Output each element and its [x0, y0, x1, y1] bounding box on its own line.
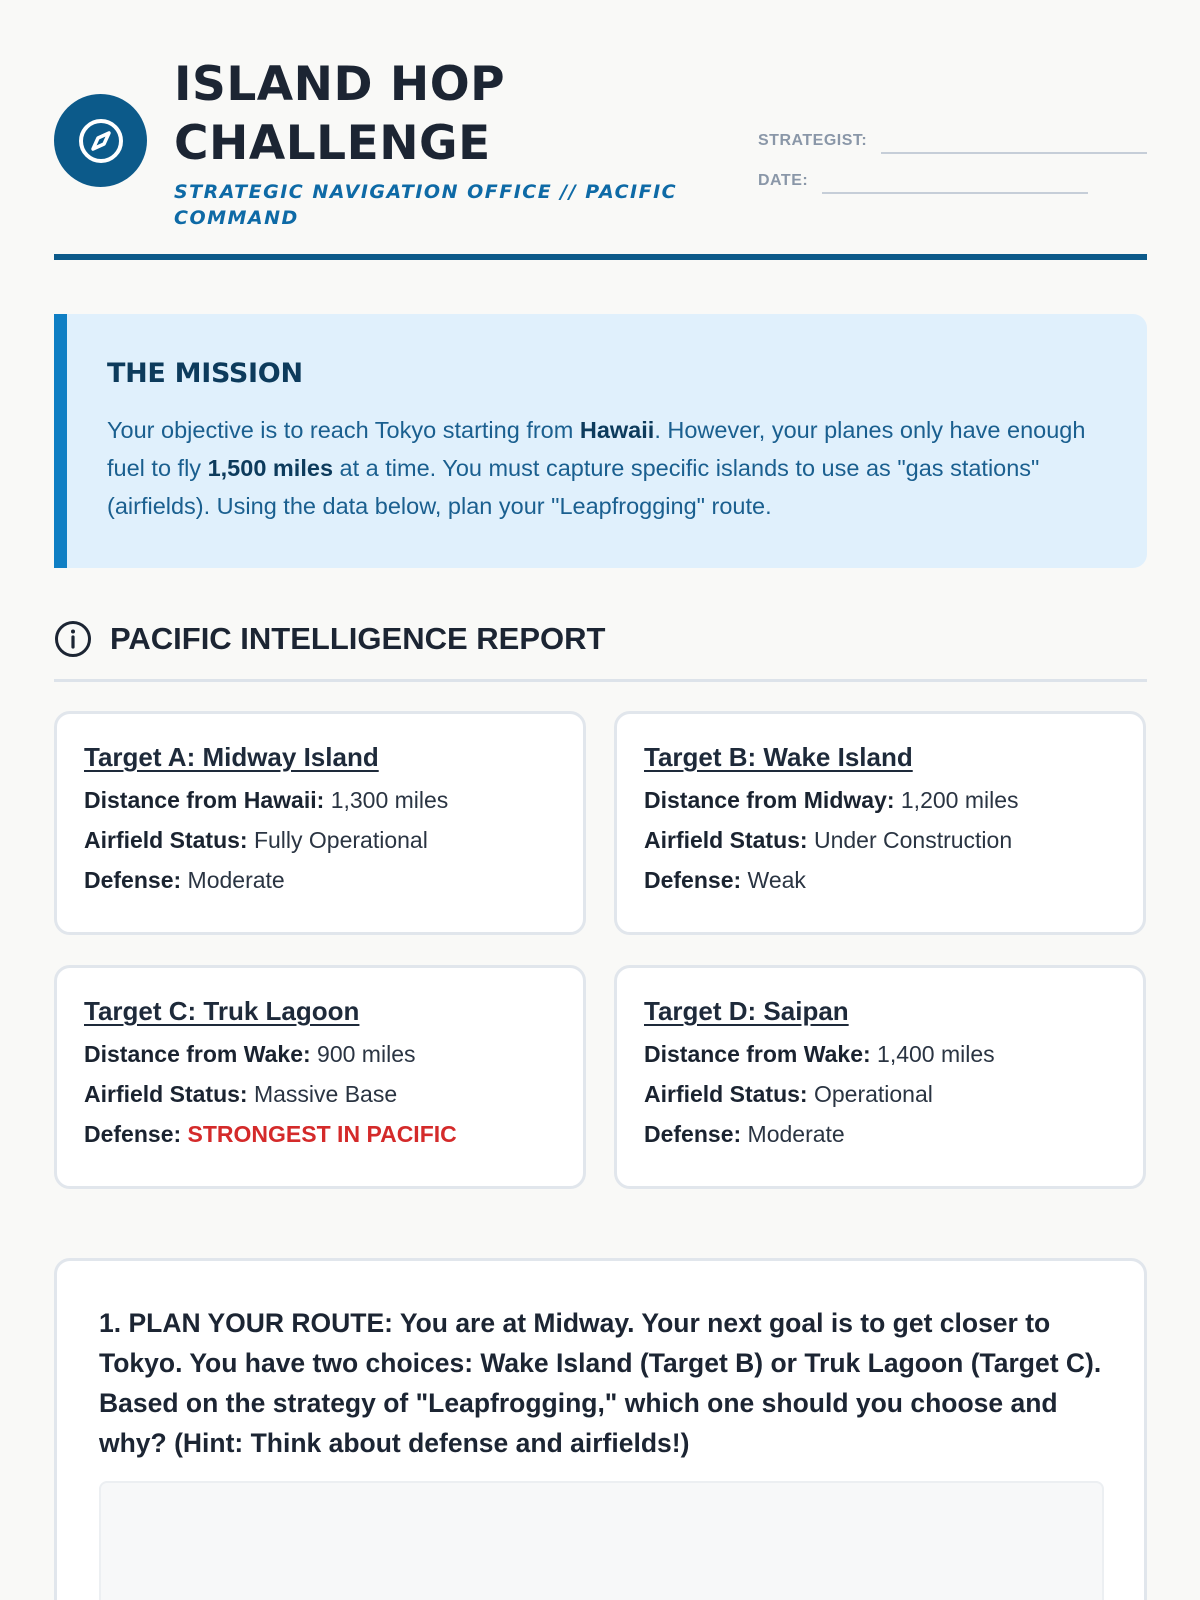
airfield-row: [644, 1081, 1116, 1107]
mission-title: THE MISSION: [107, 358, 303, 389]
title-block: [174, 55, 694, 231]
airfield-value: Under Construction: [813, 827, 1013, 853]
date-label: DATE:: [758, 172, 809, 189]
distance-value: 1,300 miles: [330, 787, 449, 813]
mission-box: [54, 314, 1147, 568]
distance-row: [644, 787, 1116, 813]
defense-value: Moderate: [747, 1121, 845, 1147]
defense-row: [84, 1121, 556, 1147]
date-input-line[interactable]: [822, 170, 1088, 194]
defense-row: [84, 867, 556, 893]
header-divider: [54, 254, 1147, 260]
target-card-a: [54, 711, 586, 935]
target-card-d: [614, 965, 1146, 1189]
defense-row: [644, 867, 1116, 893]
compass-logo: [54, 94, 147, 187]
defense-label: Defense:: [84, 867, 182, 893]
intel-section-header: [54, 620, 1147, 682]
distance-value: 900 miles: [317, 1041, 416, 1067]
strategist-input-line[interactable]: [881, 130, 1147, 154]
info-icon: [54, 620, 92, 658]
distance-label: Distance from Wake:: [644, 1041, 871, 1067]
mission-fuel-range: 1,500 miles: [207, 455, 334, 481]
defense-value: Weak: [747, 867, 806, 893]
question-1-text: 1. PLAN YOUR ROUTE: You are at Midway. Your next goal is to get closer to Tokyo. You have two choices: Wake Island (Target B) or Truk Lagoon (Target C). Based on the strategy of "Leapfrogging," which one should you choose and why? (Hint: Think about defense and airfields!): [99, 1308, 1102, 1458]
target-card-b: [614, 711, 1146, 935]
strategist-label: STRATEGIST:: [758, 132, 868, 149]
airfield-value: Massive Base: [253, 1081, 398, 1107]
worksheet-page: [54, 0, 1147, 1458]
page-subtitle: STRATEGIC NAVIGATION OFFICE // PACIFIC COMMAND: [174, 181, 678, 229]
defense-label: Defense:: [84, 1121, 182, 1147]
airfield-label: Airfield Status:: [84, 827, 248, 853]
target-card-c: [54, 965, 586, 1189]
target-title: Target B: Wake Island: [644, 742, 913, 772]
defense-value-alert: STRONGEST IN PACIFIC: [187, 1121, 457, 1147]
question-1-answer-area[interactable]: [99, 1481, 1104, 1600]
defense-row: [644, 1121, 1116, 1147]
airfield-row: [644, 827, 1116, 853]
intel-title: PACIFIC INTELLIGENCE REPORT: [110, 621, 606, 656]
compass-icon: [76, 116, 126, 166]
airfield-row: [84, 827, 556, 853]
airfield-row: [84, 1081, 556, 1107]
airfield-label: Airfield Status:: [644, 827, 808, 853]
distance-label: Distance from Midway:: [644, 787, 895, 813]
target-title: Target D: Saipan: [644, 996, 849, 1026]
distance-value: 1,200 miles: [900, 787, 1019, 813]
header: [54, 0, 1147, 260]
date-field: [758, 150, 1147, 190]
airfield-value: Operational: [813, 1081, 933, 1107]
airfield-label: Airfield Status:: [84, 1081, 248, 1107]
defense-label: Defense:: [644, 867, 742, 893]
airfield-value: Fully Operational: [253, 827, 428, 853]
strategist-field: [758, 110, 1147, 150]
distance-label: Distance from Hawaii:: [84, 787, 325, 813]
defense-label: Defense:: [644, 1121, 742, 1147]
distance-value: 1,400 miles: [877, 1041, 995, 1067]
airfield-label: Airfield Status:: [644, 1081, 808, 1107]
mission-start-location: Hawaii: [579, 417, 655, 443]
defense-value: Moderate: [187, 867, 285, 893]
page-title: ISLAND HOP CHALLENGE: [174, 57, 506, 171]
mission-text-part: at a time. You must capture specific islands to use as "gas stations" (airfields). Using the data below, plan your "Leapfrogging" route.: [107, 455, 1040, 519]
distance-row: [84, 787, 556, 813]
header-fields: [758, 110, 1147, 190]
mission-text-part: . However, your planes only have enough fuel to fly: [107, 417, 1086, 481]
distance-label: Distance from Wake:: [84, 1041, 311, 1067]
mission-text: [107, 411, 1107, 525]
target-title: Target C: Truk Lagoon: [84, 996, 360, 1026]
question-1-box: [54, 1258, 1147, 1600]
distance-row: [644, 1041, 1116, 1067]
target-title: Target A: Midway Island: [84, 742, 379, 772]
distance-row: [84, 1041, 556, 1067]
mission-text-part: Your objective is to reach Tokyo starting from: [107, 417, 580, 443]
